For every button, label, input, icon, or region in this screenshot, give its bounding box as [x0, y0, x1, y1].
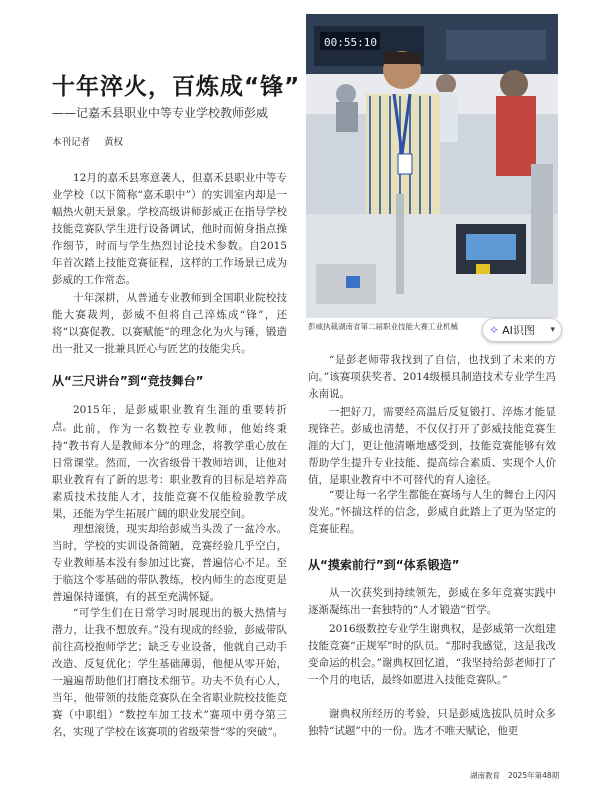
paragraph-10: 从一次获奖到持续领先，彭威在多年竞赛实践中逐渐凝练出一套独特的“人才锻造”哲学。 — [308, 587, 556, 616]
paragraph-9: “要让每一名学生都能在赛场与人生的舞台上闪闪发光。”怀揣这样的信念，彭威自此踏上了更为坚定的竞赛征程。 — [308, 489, 556, 535]
paragraph-7: “是彭老师带我找到了自信，也找到了未来的方向。”该赛项获奖者、2014级模具制造技术专业学生冯永南说。 — [308, 354, 556, 400]
paragraph-12: 谢典权所经历的考验，只是彭威选拔队员时众多独特“试题”中的一份。选才不唯天赋论，他更 — [308, 708, 556, 737]
paragraph-3: 2015年，是彭威职业教育生涯的重要转折点。 — [52, 404, 287, 433]
article-photo — [306, 14, 558, 318]
article-title: 十年淬火，百炼成“锋” — [52, 74, 301, 100]
paragraph-5: 理想滚烫，现实却给彭威当头泼了一盆冷水。当时，学校的实训设备简陋，竞赛经验几乎空白，专业教师基本没有参加过比赛，普遍信心不足。至于临这个零基础的带队教练，校内师生的态度更是普遍保持谨慎，有的甚至充满怀疑。 — [52, 523, 287, 603]
ai-image-recognition-button[interactable] — [482, 318, 562, 342]
article-subtitle: ——记嘉禾县职业中等专业学校教师彭威 — [52, 106, 269, 120]
paragraph-1: 12月的嘉禾县寒意袭人，但嘉禾县职业中等专业学校（以下简称“嘉禾职中”）的实训室内却是一幅热火朝天景象。学校高级讲师彭威正在指导学校技能竞赛队学生进行设备调试，他时而俯身指点操作细节，时而与学生热烈讨论技术参数。自2015年首次踏上技能竞赛征程，这样的工作场景已成为彭威的工作常态。 — [52, 172, 287, 286]
byline-role: 本刊记者 — [52, 137, 91, 148]
byline — [52, 134, 123, 148]
issue-number: 2025年第48期 — [508, 771, 560, 780]
ai-button-label: AI识图 — [502, 324, 535, 337]
sparkle-icon: ✧ — [489, 323, 500, 337]
paragraph-2: 十年深耕，从普通专业教师到全国职业院校技能大赛裁判，彭威不但将自己淬炼成“锋”，还将“以赛促教、以赛赋能”的理念化为火与锤，锻造出一批又一批兼具匠心与匠艺的技能尖兵。 — [52, 292, 287, 355]
photo-illustration — [306, 14, 558, 318]
paragraph-8: 一把好刀，需要经高温后反复锻打、淬炼才能显现锋芒。彭威也清楚，不仅仅打开了彭威技能竞赛生涯的大门，更让他清晰地感受到，技能竞赛能够有效帮助学生提升专业技能、提高综合素质、实现个人价值，是职业教育中不可替代的育人途径。 — [308, 406, 556, 486]
section-heading-1: 从“三尺讲台”到“竞技舞台” — [52, 374, 204, 388]
photo-caption: 彭威执裁湖南省第二届职业技能大赛工业机械 — [308, 322, 458, 331]
journal-name: 湖南教育 — [470, 771, 500, 780]
paragraph-4: 此前，作为一名数控专业教师，他始终秉持“教书育人是教师本分”的理念，将教学重心放在日常课堂。然而，一次省级骨干教师培训，让他对职业教育有了新的思考：职业教育的目标是培养高素质技术技能人才，技能竞赛不仅能检验教学成果，还能为学生拓展广阔的职业发展空间。 — [52, 423, 287, 520]
paragraph-6: “可学生们在日常学习时展现出的极大热情与潜力，让我不想放弃。”没有现成的经验，彭威带队前往高校抱师学艺；缺乏专业设备，他就自己动手改造、反复优化；学生基础薄弱，他便从零开始，一遍遍帮助他们打磨技术细节。功夫不负有心人，当年，他带领的技能竞赛队在全省职业院校技能竞赛（中职组）“数控车加工技术”赛项中勇夺第三名，实现了学校在该赛项的省级荣誉“零的突破”。 — [52, 607, 287, 738]
chevron-down-icon[interactable]: ▾ — [550, 325, 555, 335]
paragraph-11: 2016级数控专业学生谢典权，是彭威第一次组建技能竞赛“正规军”时的队员。“那时我感觉，这是我改变命运的机会。”谢典权回忆道，“我坚持给彭老师打了一个月的电话，最终如愿进入技能竞赛队。” — [308, 623, 556, 686]
byline-name: 黄权 — [104, 137, 124, 148]
section-heading-2: 从“摸索前行”到“体系锻造” — [308, 558, 460, 572]
page-footer — [470, 770, 559, 781]
scoreboard-text: 00:55:10 — [324, 36, 377, 49]
